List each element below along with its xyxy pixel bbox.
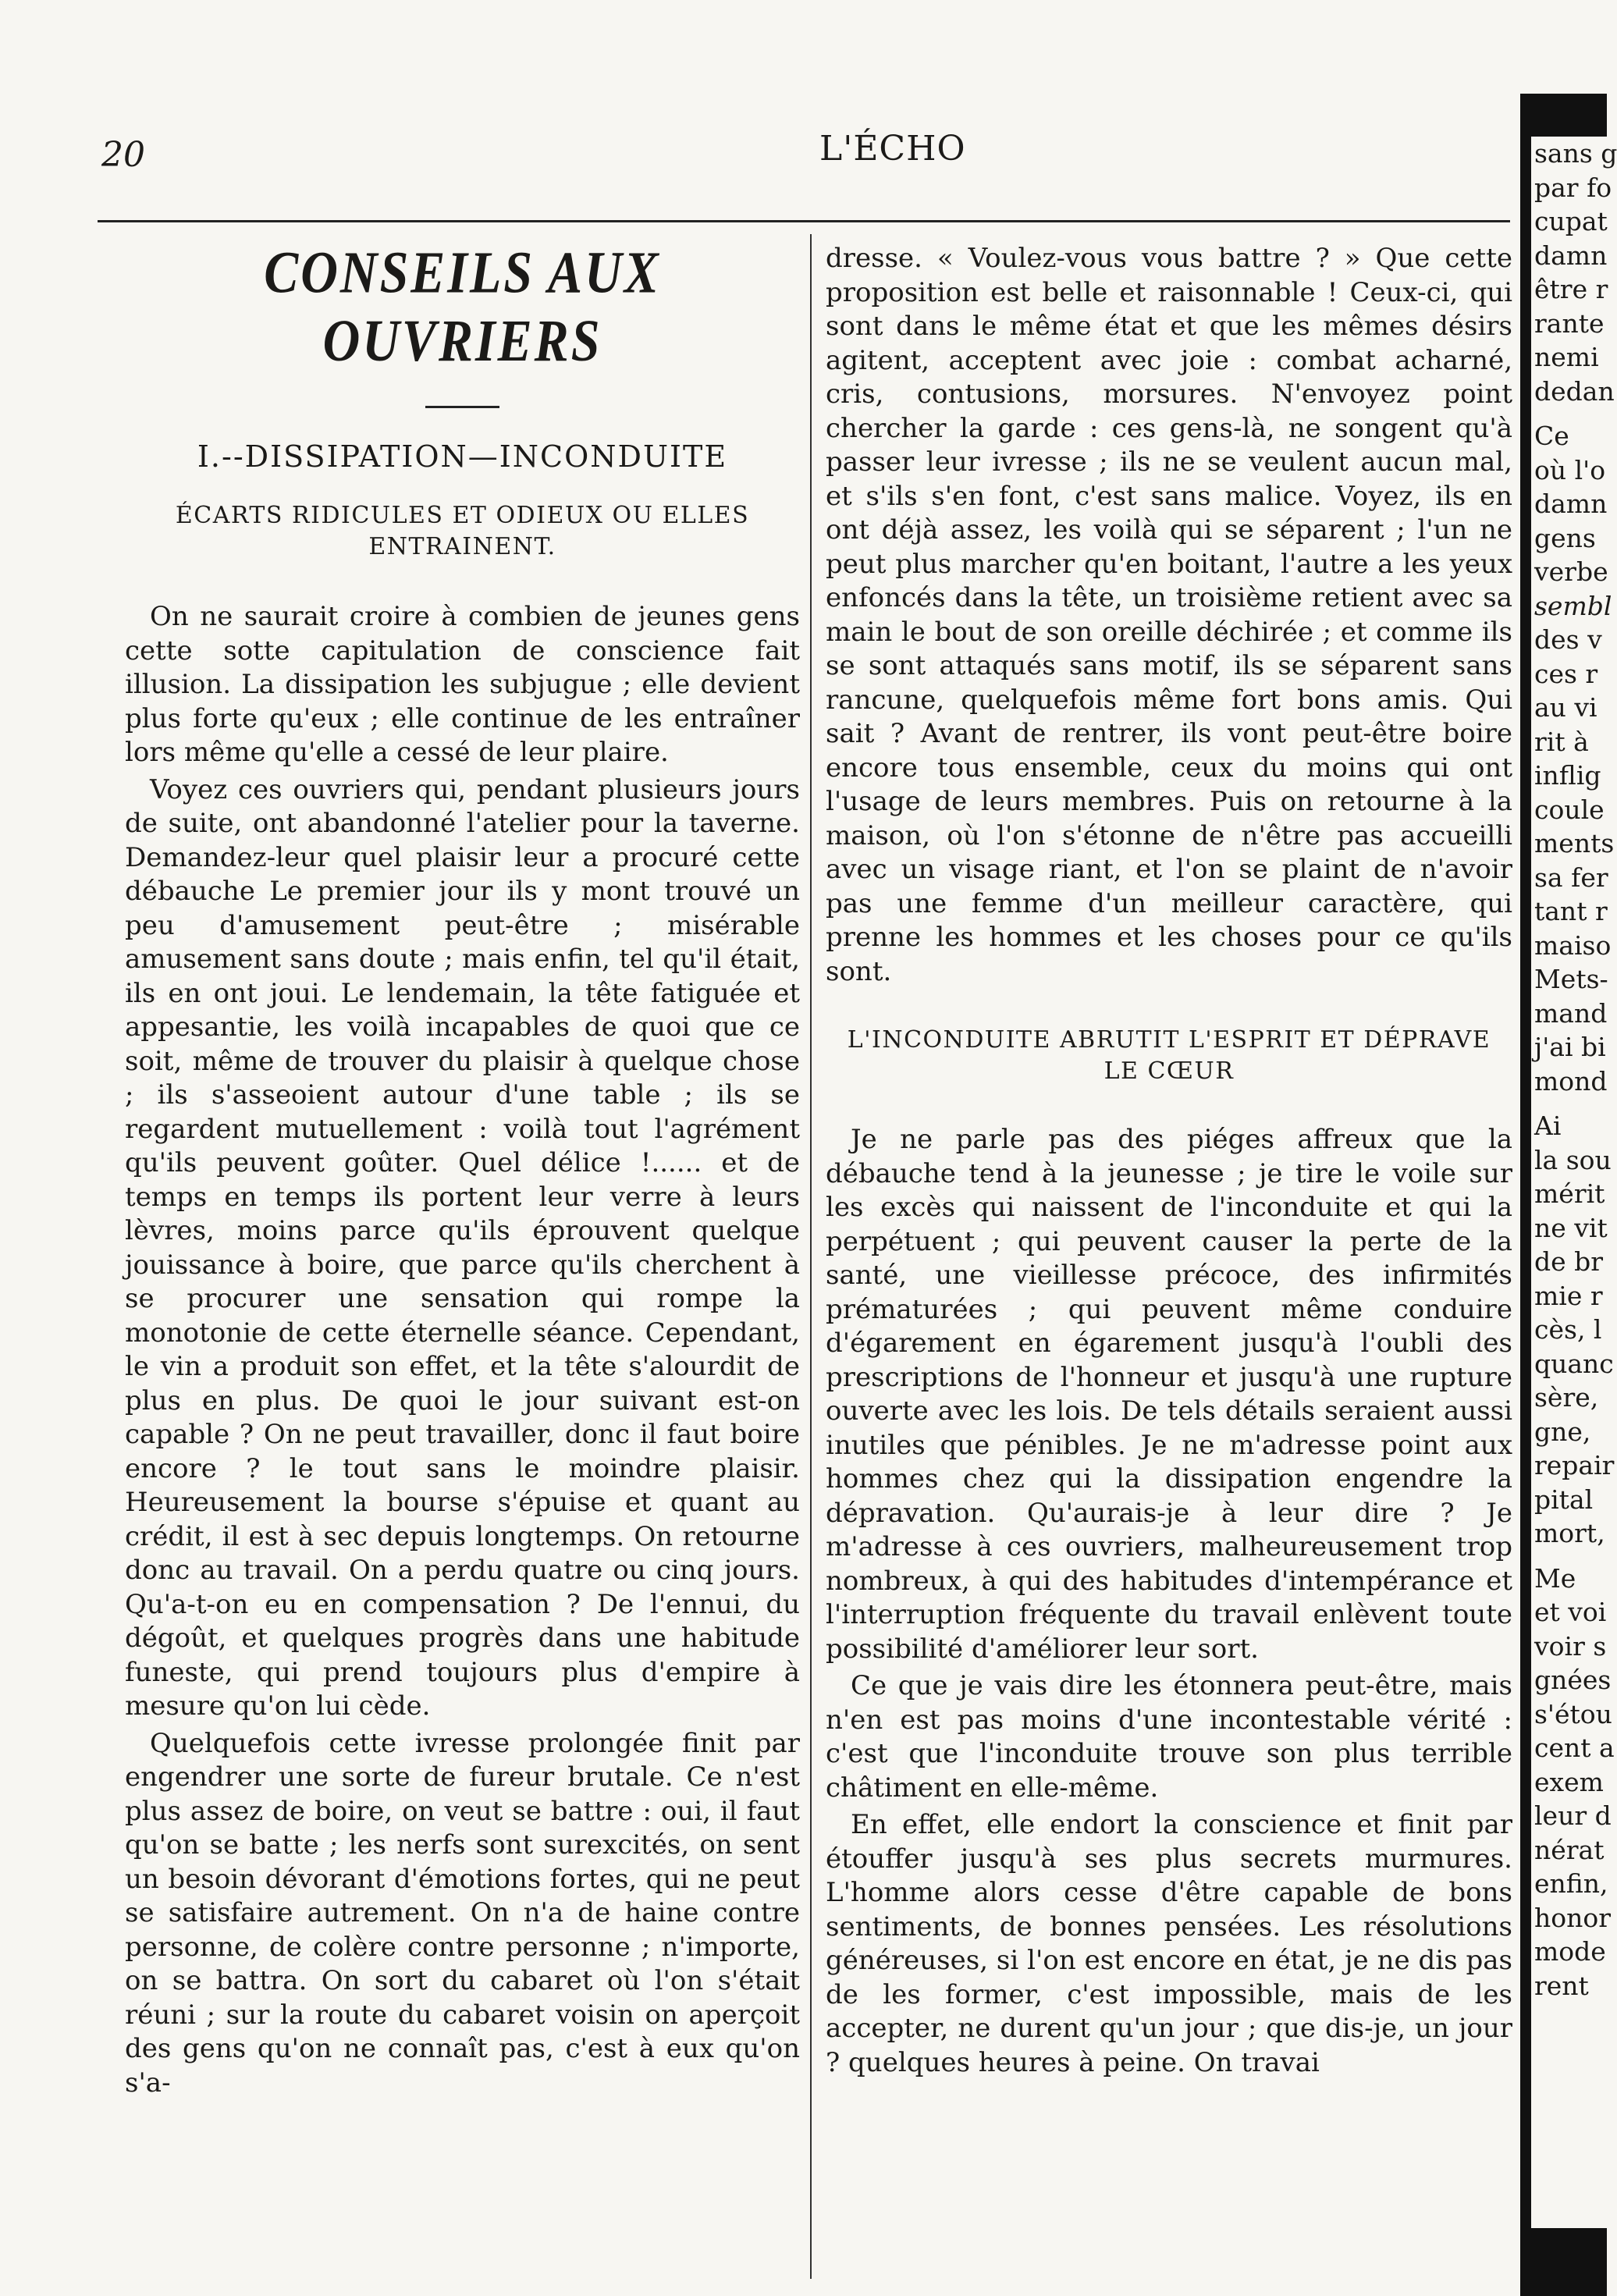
fragment-line: Ai (1534, 1111, 1562, 1141)
fragment-line: cent a (1534, 1733, 1615, 1763)
fragment-line: honor (1534, 1902, 1612, 1933)
running-title: L'ÉCHO (819, 129, 966, 169)
header-rule (98, 220, 1510, 222)
fragment-line: mort, (1534, 1518, 1605, 1548)
fragment-line: sa fer (1534, 862, 1608, 893)
fragment-line: j'ai bi (1534, 1032, 1606, 1062)
fragment-line: leur d (1534, 1800, 1612, 1831)
fragment-line: mond (1534, 1065, 1608, 1096)
fragment-line: gnées (1534, 1665, 1612, 1695)
paragraph: Voyez ces ouvriers qui, pendant plusieurs jours de suite, ont abandonné l'atelier pour la taverne. Demandez-leur quel plaisir leur a procuré cette débauche Le premier jour ils y mont trouvé un peu d'amusement peut-être ; misérable amusement sans doute ; mais enfin, tel qu'il était, ils en ont joui. Le lendemain, la tête fatiguée et appesantie, les voilà incapables de quoi que ce soit, même de trouver du plaisir à quelque chose ; ils s'asseoient autour d'une table ; ils se regardent mutuellement : voilà tout l'agrément qu'ils peuvent goûter. Quel délice !...... et de temps en temps ils portent leur verre à leurs lèvres, moins parce qu'ils éprouvent quelque jouissance à boire, que parce qu'ils cherchent à se procurer une sensation qui rompe la monotonie de cette éternelle séance. Cependant, le vin a produit son effet, et la tête s'alourdit de plus en plus. De quoi le jour suivant est-on capable ? On ne peut travailler, donc il faut boire encore ? le tout sans le moindre plaisir. Heureusement la bourse s'épuise et quant au crédit, il est à sec depuis longtemps. On retourne donc au travail. On a perdu quatre ou cinq jours. Qu'a-t-on eu en compensation ? De l'ennui, du dégoût, et quelques progrès dans une habitude funeste, qui prend toujours plus d'empire à mesure qu'on lui cède. (125, 773, 800, 1722)
fragment-line: ments (1534, 828, 1615, 858)
fragment-line: mérit (1534, 1178, 1605, 1209)
fragment-line: sans g (1534, 138, 1617, 169)
fragment-line: quanc (1534, 1348, 1614, 1379)
fragment-line: mie r (1534, 1280, 1603, 1311)
fragment-line: au vi (1534, 692, 1597, 723)
fragment-line: voir s (1534, 1630, 1607, 1662)
column-left (125, 242, 800, 2271)
fragment-line: damn (1534, 489, 1608, 519)
fragment-line: et voi (1534, 1597, 1607, 1627)
paragraph: Ce que je vais dire les étonnera peut-être, mais n'en est pas moins d'une incontestable vérité : c'est que l'inconduite trouve son plus terrible châtiment en elle-même. (826, 1670, 1512, 1804)
fragment-line: nérat (1534, 1834, 1605, 1865)
section-1-title: I.--DISSIPATION—INCONDUITE (197, 439, 728, 474)
fragment-line: sembl (1534, 590, 1612, 621)
fragment-line: ne vit (1534, 1212, 1608, 1243)
fragment-line: ces r (1534, 658, 1598, 689)
fragment-line: dedan (1534, 375, 1615, 407)
fragment-line: pital (1534, 1484, 1594, 1515)
column-right (826, 242, 1512, 2271)
fragment-line: mode (1534, 1936, 1606, 1967)
fragment-line: gens (1534, 522, 1596, 553)
fragment-line: des v (1534, 624, 1602, 655)
fragment-line: cupat (1534, 206, 1608, 236)
fragment-line: la sou (1534, 1144, 1612, 1175)
fragment-line: rit à (1534, 726, 1589, 757)
paragraph: En effet, elle endort la conscience et finit par étouffer jusqu'à ses plus secrets murmures. L'homme alors cesse d'être capable de bons sentiments, de bonnes pensées. Les résolutions généreuses, si l'on est encore en état, je ne dis pas de les former, c'est impossible, mais de les accepter, ne durent qu'un jour ; que dis-je, un jour ? quelques heures à peine. On travai (826, 1809, 1512, 2078)
fragment-line: sère, (1534, 1382, 1599, 1413)
fragment-line: gne, (1534, 1416, 1591, 1447)
article-title: CONSEILS AUX OUVRIERS (264, 240, 661, 375)
fragment-line: maiso (1534, 929, 1612, 961)
paragraph: Je ne parle pas des piéges affreux que la débauche tend à la jeunesse ; je tire le voile sur les excès qui naissent de l'inconduite et qui la perpétuent ; qui peuvent causer la perte de la santé, une vieillesse précoce, des infirmités prématurées ; qui peuvent même conduire d'égarement en égarement jusqu'à l'oubli des prescriptions de l'honneur et jusqu'à une rupture ouverte avec les lois. De tels détails seraient aussi inutiles que pénibles. Je ne m'adresse point aux hommes chez qui la dissipation engendre la dépravation. Qu'aurais-je à leur dire ? Je m'adresse à ces ouvriers, malheureusement trop nombreux, à qui des habitudes d'intempérance et l'interruption fréquente du travail enlèvent toute possibilité d'améliorer leur sort. (826, 1124, 1512, 1665)
fragment-line: cès, l (1534, 1314, 1602, 1345)
paragraph: On ne saurait croire à combien de jeunes gens cette sotte capitulation de conscience fait illusion. La dissipation les subjugue ; elle devient plus forte qu'eux ; elle continue de les entraîner lors même qu'elle a cessé de leur plaire. (125, 601, 800, 768)
section-1-subtitle: ÉCARTS RIDICULES ET ODIEUX OU ELLES ENTRAINENT. (175, 502, 750, 560)
adjacent-page-fragment (1531, 137, 1617, 2228)
fragment-gap (1531, 1551, 1607, 1562)
fragment-line: Ce (1534, 421, 1569, 451)
fragment-line: rent (1534, 1970, 1589, 2001)
fragment-line: Me (1534, 1562, 1576, 1594)
fragment-line: damn (1534, 240, 1608, 271)
fragment-line: enfin, (1534, 1868, 1608, 1899)
fragment-line: mand (1534, 997, 1608, 1029)
title-separator (425, 406, 499, 408)
fragment-line: rante (1534, 307, 1605, 339)
fragment-gap (1531, 408, 1607, 419)
fragment-line: Mets- (1534, 964, 1608, 994)
fragment-line: par fo (1534, 172, 1612, 203)
fragment-line: repair (1534, 1450, 1615, 1480)
fragment-line: verbe (1534, 556, 1608, 587)
page-number: 20 (101, 135, 145, 175)
fragment-line: être r (1534, 274, 1608, 304)
fragment-line: inflig (1534, 760, 1601, 791)
column-divider (810, 234, 812, 2279)
fragment-line: tant r (1534, 896, 1608, 926)
fragment-gap (1531, 1098, 1607, 1109)
fragment-line: exem (1534, 1766, 1604, 1797)
fragment-line: s'étou (1534, 1698, 1612, 1729)
page-header (94, 129, 1510, 176)
paragraph: Quelquefois cette ivresse prolongée finit par engendrer une sorte de fureur brutale. Ce n'est plus assez de boire, on veut se battre : oui, il faut qu'on se batte ; les nerfs sont surexcités, on sent un besoin dévorant d'émotions fortes, qui ne peut se satisfaire autrement. On n'a de haine contre personne, de colère contre personne ; n'importe, on se battra. On sort du cabaret où l'on s'était réuni ; sur la route du cabaret voisin on aperçoit des gens qu'on ne connaît pas, c'est à eux qu'on s'a- (125, 1727, 800, 2099)
fragment-line: nemi (1534, 342, 1599, 372)
paragraph: dresse. « Voulez-vous vous battre ? » Que cette proposition est belle et raisonnable ! Ceux-ci, qui sont dans le même état et que les mêmes désirs agitent, acceptent avec joie : combat acharné, cris, contusions, morsures. N'envoyez point chercher la garde : ces gens-là, ne songent qu'à passer leur ivresse ; ils ne se veulent aucun mal, et s'ils s'en font, c'est sans malice. Voyez, ils en ont déjà assez, les voilà qui se séparent ; l'un ne peut plus marcher qu'en boitant, l'autre a les yeux enfoncés dans la tête, un troisième retient avec sa main le bout de son oreille déchirée ; et comme ils se sont attaqués sans motif, ils se séparent sans rancune, quelquefois même fort bons amis. Qui sait ? Avant de rentrer, ils vont peut-être boire encore tous ensemble, ceux du moins qui ont l'usage de leurs membres. Puis on retourne à la maison, où l'on s'étonne de n'être pas accueilli avec un visage riant, et l'on se plaint de n'avoir pas une femme d'un meilleur caractère, qui prenne les hommes et les choses pour ce qu'ils sont. (826, 243, 1512, 987)
fragment-line: coule (1534, 794, 1605, 825)
fragment-line: de br (1534, 1246, 1604, 1277)
fragment-line: où l'o (1534, 454, 1606, 485)
section-2-subtitle: L'INCONDUITE ABRUTIT L'ESPRIT ET DÉPRAVE LE CŒUR (847, 1026, 1491, 1085)
